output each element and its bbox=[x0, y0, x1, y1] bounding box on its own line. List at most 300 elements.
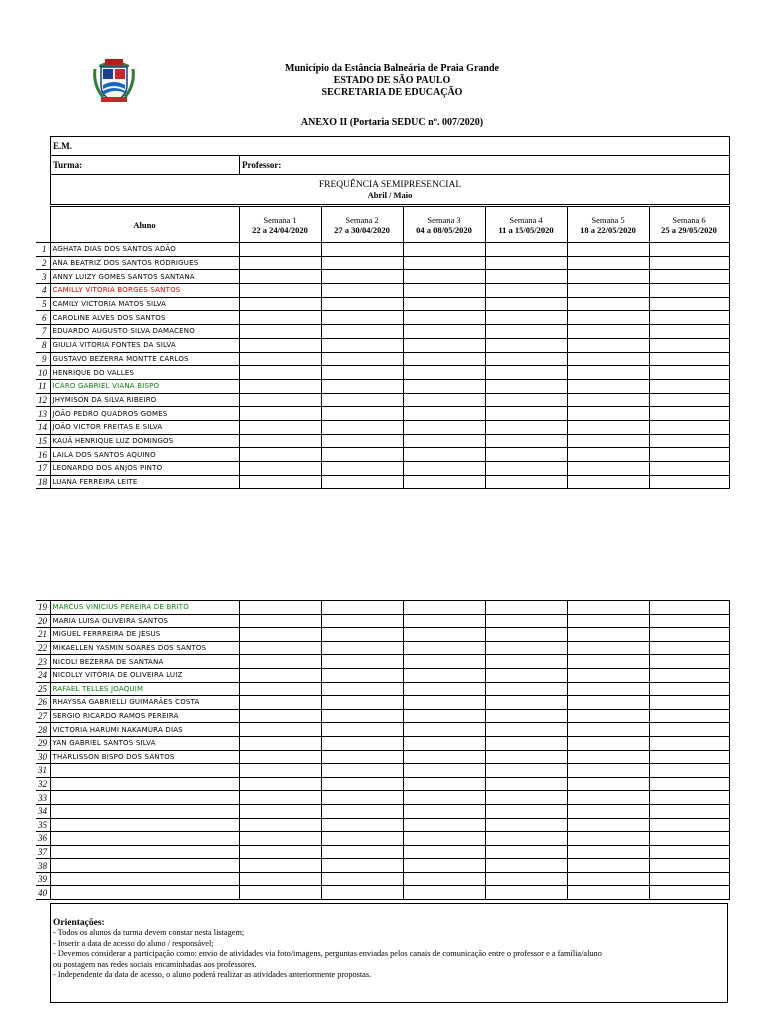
attendance-cell-week-2[interactable] bbox=[321, 709, 403, 723]
attendance-cell-week-6[interactable] bbox=[649, 791, 729, 805]
attendance-cell-week-2[interactable] bbox=[321, 407, 403, 421]
attendance-cell-week-5[interactable] bbox=[567, 448, 649, 462]
attendance-cell-week-5[interactable] bbox=[567, 696, 649, 710]
attendance-cell-week-3[interactable] bbox=[403, 393, 485, 407]
attendance-cell-week-2[interactable] bbox=[321, 791, 403, 805]
attendance-cell-week-3[interactable] bbox=[403, 338, 485, 352]
attendance-cell-week-4[interactable] bbox=[485, 641, 567, 655]
attendance-cell-week-4[interactable] bbox=[485, 366, 567, 380]
attendance-cell-week-1[interactable] bbox=[239, 379, 321, 393]
attendance-cell-week-3[interactable] bbox=[403, 297, 485, 311]
attendance-cell-week-6[interactable] bbox=[649, 614, 729, 628]
attendance-cell-week-3[interactable] bbox=[403, 284, 485, 298]
attendance-cell-week-3[interactable] bbox=[403, 886, 485, 900]
attendance-cell-week-3[interactable] bbox=[403, 379, 485, 393]
attendance-cell-week-4[interactable] bbox=[485, 832, 567, 846]
attendance-cell-week-4[interactable] bbox=[485, 311, 567, 325]
attendance-cell-week-6[interactable] bbox=[649, 284, 729, 298]
attendance-cell-week-6[interactable] bbox=[649, 655, 729, 669]
attendance-cell-week-1[interactable] bbox=[239, 297, 321, 311]
attendance-cell-week-3[interactable] bbox=[403, 668, 485, 682]
attendance-cell-week-5[interactable] bbox=[567, 818, 649, 832]
attendance-cell-week-5[interactable] bbox=[567, 352, 649, 366]
attendance-cell-week-2[interactable] bbox=[321, 845, 403, 859]
attendance-cell-week-4[interactable] bbox=[485, 696, 567, 710]
attendance-cell-week-2[interactable] bbox=[321, 614, 403, 628]
attendance-cell-week-3[interactable] bbox=[403, 696, 485, 710]
attendance-cell-week-5[interactable] bbox=[567, 723, 649, 737]
row-number: 11 bbox=[36, 379, 50, 393]
week-header-2 bbox=[321, 207, 403, 243]
attendance-cell-week-5[interactable] bbox=[567, 682, 649, 696]
attendance-cell-week-4[interactable] bbox=[485, 723, 567, 737]
student-row bbox=[36, 379, 729, 393]
attendance-cell-week-3[interactable] bbox=[403, 407, 485, 421]
attendance-cell-week-6[interactable] bbox=[649, 764, 729, 778]
attendance-cell-week-6[interactable] bbox=[649, 845, 729, 859]
student-name: AGHATA DIAS DOS SANTOS ADÃO bbox=[50, 243, 239, 257]
attendance-cell-week-6[interactable] bbox=[649, 818, 729, 832]
student-row bbox=[36, 434, 729, 448]
attendance-cell-week-5[interactable] bbox=[567, 284, 649, 298]
student-row bbox=[36, 475, 729, 489]
attendance-cell-week-4[interactable] bbox=[485, 407, 567, 421]
attendance-cell-week-6[interactable] bbox=[649, 750, 729, 764]
attendance-cell-week-6[interactable] bbox=[649, 393, 729, 407]
attendance-cell-week-5[interactable] bbox=[567, 655, 649, 669]
attendance-cell-week-2[interactable] bbox=[321, 736, 403, 750]
attendance-cell-week-4[interactable] bbox=[485, 601, 567, 615]
attendance-cell-week-4[interactable] bbox=[485, 420, 567, 434]
attendance-cell-week-2[interactable] bbox=[321, 696, 403, 710]
attendance-cell-week-1[interactable] bbox=[239, 284, 321, 298]
attendance-cell-week-3[interactable] bbox=[403, 832, 485, 846]
attendance-cell-week-1[interactable] bbox=[239, 628, 321, 642]
attendance-cell-week-5[interactable] bbox=[567, 614, 649, 628]
attendance-cell-week-1[interactable] bbox=[239, 818, 321, 832]
attendance-cell-week-4[interactable] bbox=[485, 709, 567, 723]
student-row bbox=[36, 407, 729, 421]
attendance-cell-week-1[interactable] bbox=[239, 614, 321, 628]
week-range: 11 a 15/05/2020 bbox=[498, 224, 554, 235]
municipal-crest-logo bbox=[93, 55, 135, 105]
attendance-cell-week-3[interactable] bbox=[403, 270, 485, 284]
attendance-cell-week-6[interactable] bbox=[649, 628, 729, 642]
student-name bbox=[50, 777, 239, 791]
row-number: 40 bbox=[36, 886, 50, 900]
attendance-cell-week-1[interactable] bbox=[239, 804, 321, 818]
attendance-cell-week-1[interactable] bbox=[239, 462, 321, 476]
attendance-cell-week-5[interactable] bbox=[567, 777, 649, 791]
orientacoes-line: ou postagem nas redes sociais encaminhadas aos professores. bbox=[53, 959, 257, 969]
frequency-period: Abril / Maio bbox=[367, 189, 413, 200]
student-row bbox=[36, 614, 729, 628]
attendance-cell-week-6[interactable] bbox=[649, 641, 729, 655]
orientacoes-line: - Inserir a data de acesso do aluno / responsável; bbox=[53, 938, 214, 948]
attendance-cell-week-3[interactable] bbox=[403, 859, 485, 873]
attendance-cell-week-4[interactable] bbox=[485, 804, 567, 818]
attendance-cell-week-2[interactable] bbox=[321, 325, 403, 339]
attendance-cell-week-6[interactable] bbox=[649, 434, 729, 448]
student-name: VICTORIA HARUMI NAKAMURA DIAS bbox=[50, 723, 239, 737]
attendance-cell-week-3[interactable] bbox=[403, 325, 485, 339]
attendance-cell-week-2[interactable] bbox=[321, 352, 403, 366]
attendance-cell-week-3[interactable] bbox=[403, 352, 485, 366]
attendance-cell-week-4[interactable] bbox=[485, 325, 567, 339]
attendance-cell-week-2[interactable] bbox=[321, 723, 403, 737]
attendance-cell-week-1[interactable] bbox=[239, 750, 321, 764]
attendance-cell-week-6[interactable] bbox=[649, 709, 729, 723]
student-name: THÁRLISSON BISPO DOS SANTOS bbox=[50, 750, 239, 764]
row-number: 4 bbox=[36, 284, 50, 298]
attendance-cell-week-2[interactable] bbox=[321, 311, 403, 325]
attendance-cell-week-4[interactable] bbox=[485, 352, 567, 366]
attendance-cell-week-1[interactable] bbox=[239, 393, 321, 407]
attendance-cell-week-2[interactable] bbox=[321, 475, 403, 489]
attendance-cell-week-1[interactable] bbox=[239, 832, 321, 846]
attendance-cell-week-5[interactable] bbox=[567, 859, 649, 873]
attendance-cell-week-1[interactable] bbox=[239, 886, 321, 900]
attendance-cell-week-6[interactable] bbox=[649, 407, 729, 421]
attendance-cell-week-6[interactable] bbox=[649, 736, 729, 750]
attendance-cell-week-1[interactable] bbox=[239, 682, 321, 696]
attendance-cell-week-5[interactable] bbox=[567, 872, 649, 886]
attendance-cell-week-5[interactable] bbox=[567, 601, 649, 615]
attendance-cell-week-3[interactable] bbox=[403, 311, 485, 325]
attendance-cell-week-4[interactable] bbox=[485, 475, 567, 489]
attendance-cell-week-2[interactable] bbox=[321, 872, 403, 886]
attendance-cell-week-1[interactable] bbox=[239, 270, 321, 284]
attendance-cell-week-3[interactable] bbox=[403, 614, 485, 628]
attendance-cell-week-1[interactable] bbox=[239, 872, 321, 886]
student-name bbox=[50, 791, 239, 805]
student-row bbox=[36, 682, 729, 696]
student-row bbox=[36, 352, 729, 366]
attendance-cell-week-3[interactable] bbox=[403, 366, 485, 380]
attendance-cell-week-5[interactable] bbox=[567, 393, 649, 407]
attendance-cell-week-3[interactable] bbox=[403, 256, 485, 270]
attendance-cell-week-4[interactable] bbox=[485, 845, 567, 859]
attendance-cell-week-2[interactable] bbox=[321, 764, 403, 778]
attendance-cell-week-3[interactable] bbox=[403, 845, 485, 859]
attendance-cell-week-4[interactable] bbox=[485, 338, 567, 352]
attendance-cell-week-1[interactable] bbox=[239, 475, 321, 489]
attendance-cell-week-4[interactable] bbox=[485, 379, 567, 393]
attendance-cell-week-3[interactable] bbox=[403, 804, 485, 818]
municipality-title: Município da Estância Balneária de Praia Grande bbox=[285, 63, 499, 74]
attendance-cell-week-3[interactable] bbox=[403, 475, 485, 489]
attendance-cell-week-5[interactable] bbox=[567, 270, 649, 284]
student-name: MARCUS VINICIUS PEREIRA DE BRITO bbox=[50, 601, 239, 615]
attendance-cell-week-3[interactable] bbox=[403, 641, 485, 655]
attendance-cell-week-3[interactable] bbox=[403, 791, 485, 805]
attendance-cell-week-2[interactable] bbox=[321, 420, 403, 434]
attendance-cell-week-4[interactable] bbox=[485, 243, 567, 257]
attendance-cell-week-5[interactable] bbox=[567, 338, 649, 352]
attendance-cell-week-5[interactable] bbox=[567, 764, 649, 778]
attendance-cell-week-6[interactable] bbox=[649, 859, 729, 873]
attendance-cell-week-5[interactable] bbox=[567, 628, 649, 642]
attendance-cell-week-5[interactable] bbox=[567, 750, 649, 764]
attendance-cell-week-2[interactable] bbox=[321, 462, 403, 476]
attendance-cell-week-1[interactable] bbox=[239, 311, 321, 325]
attendance-cell-week-3[interactable] bbox=[403, 448, 485, 462]
student-name: RHAYSSA GABRIELLI GUIMARÃES COSTA bbox=[50, 696, 239, 710]
attendance-cell-week-5[interactable] bbox=[567, 407, 649, 421]
attendance-cell-week-4[interactable] bbox=[485, 872, 567, 886]
attendance-cell-week-4[interactable] bbox=[485, 682, 567, 696]
attendance-cell-week-5[interactable] bbox=[567, 804, 649, 818]
attendance-cell-week-4[interactable] bbox=[485, 448, 567, 462]
row-number: 31 bbox=[36, 764, 50, 778]
attendance-cell-week-4[interactable] bbox=[485, 750, 567, 764]
attendance-cell-week-2[interactable] bbox=[321, 832, 403, 846]
attendance-cell-week-2[interactable] bbox=[321, 886, 403, 900]
attendance-cell-week-2[interactable] bbox=[321, 750, 403, 764]
row-number: 2 bbox=[36, 256, 50, 270]
attendance-cell-week-4[interactable] bbox=[485, 270, 567, 284]
attendance-cell-week-4[interactable] bbox=[485, 297, 567, 311]
attendance-cell-week-2[interactable] bbox=[321, 655, 403, 669]
attendance-cell-week-3[interactable] bbox=[403, 601, 485, 615]
attendance-cell-week-4[interactable] bbox=[485, 393, 567, 407]
row-number: 28 bbox=[36, 723, 50, 737]
student-name: MARIA LUISA OLIVEIRA SANTOS bbox=[50, 614, 239, 628]
attendance-cell-week-3[interactable] bbox=[403, 243, 485, 257]
attendance-cell-week-1[interactable] bbox=[239, 420, 321, 434]
attendance-cell-week-2[interactable] bbox=[321, 434, 403, 448]
attendance-cell-week-1[interactable] bbox=[239, 777, 321, 791]
attendance-cell-week-4[interactable] bbox=[485, 614, 567, 628]
student-row bbox=[36, 366, 729, 380]
attendance-cell-week-5[interactable] bbox=[567, 311, 649, 325]
row-number: 3 bbox=[36, 270, 50, 284]
attendance-cell-week-2[interactable] bbox=[321, 270, 403, 284]
attendance-cell-week-6[interactable] bbox=[649, 832, 729, 846]
attendance-cell-week-2[interactable] bbox=[321, 641, 403, 655]
anexo-title: ANEXO II (Portaria SEDUC nº. 007/2020) bbox=[300, 117, 484, 128]
attendance-cell-week-2[interactable] bbox=[321, 804, 403, 818]
attendance-cell-week-4[interactable] bbox=[485, 818, 567, 832]
week-name: Semana 5 bbox=[591, 214, 625, 225]
attendance-cell-week-6[interactable] bbox=[649, 872, 729, 886]
attendance-cell-week-2[interactable] bbox=[321, 601, 403, 615]
attendance-cell-week-6[interactable] bbox=[649, 777, 729, 791]
attendance-cell-week-1[interactable] bbox=[239, 407, 321, 421]
attendance-cell-week-1[interactable] bbox=[239, 668, 321, 682]
student-name: CAROLINE ALVES DOS SANTOS bbox=[50, 311, 239, 325]
attendance-cell-week-4[interactable] bbox=[485, 764, 567, 778]
attendance-cell-week-1[interactable] bbox=[239, 641, 321, 655]
attendance-cell-week-5[interactable] bbox=[567, 886, 649, 900]
attendance-cell-week-1[interactable] bbox=[239, 764, 321, 778]
attendance-cell-week-5[interactable] bbox=[567, 845, 649, 859]
attendance-cell-week-6[interactable] bbox=[649, 804, 729, 818]
attendance-cell-week-5[interactable] bbox=[567, 791, 649, 805]
attendance-cell-week-1[interactable] bbox=[239, 366, 321, 380]
attendance-cell-week-1[interactable] bbox=[239, 655, 321, 669]
attendance-cell-week-3[interactable] bbox=[403, 655, 485, 669]
attendance-cell-week-4[interactable] bbox=[485, 434, 567, 448]
attendance-cell-week-4[interactable] bbox=[485, 668, 567, 682]
frequency-title-cell bbox=[51, 175, 730, 205]
attendance-cell-week-1[interactable] bbox=[239, 723, 321, 737]
attendance-cell-week-3[interactable] bbox=[403, 764, 485, 778]
attendance-cell-week-6[interactable] bbox=[649, 325, 729, 339]
attendance-cell-week-6[interactable] bbox=[649, 668, 729, 682]
week-name: Semana 4 bbox=[509, 214, 543, 225]
attendance-cell-week-4[interactable] bbox=[485, 777, 567, 791]
attendance-cell-week-2[interactable] bbox=[321, 256, 403, 270]
attendance-cell-week-3[interactable] bbox=[403, 818, 485, 832]
attendance-cell-week-1[interactable] bbox=[239, 845, 321, 859]
attendance-cell-week-1[interactable] bbox=[239, 791, 321, 805]
row-number: 37 bbox=[36, 845, 50, 859]
student-row bbox=[36, 723, 729, 737]
student-row bbox=[36, 420, 729, 434]
attendance-cell-week-6[interactable] bbox=[649, 448, 729, 462]
attendance-cell-week-5[interactable] bbox=[567, 475, 649, 489]
attendance-cell-week-5[interactable] bbox=[567, 709, 649, 723]
student-name: ÍCARO GABRIEL VIANA BISPO bbox=[50, 379, 239, 393]
attendance-cell-week-3[interactable] bbox=[403, 682, 485, 696]
attendance-cell-week-1[interactable] bbox=[239, 338, 321, 352]
attendance-cell-week-6[interactable] bbox=[649, 886, 729, 900]
attendance-cell-week-5[interactable] bbox=[567, 462, 649, 476]
attendance-cell-week-1[interactable] bbox=[239, 601, 321, 615]
student-row bbox=[36, 601, 729, 615]
attendance-cell-week-6[interactable] bbox=[649, 462, 729, 476]
attendance-cell-week-6[interactable] bbox=[649, 682, 729, 696]
turma-field[interactable] bbox=[51, 156, 240, 175]
attendance-cell-week-1[interactable] bbox=[239, 325, 321, 339]
attendance-cell-week-5[interactable] bbox=[567, 832, 649, 846]
attendance-cell-week-4[interactable] bbox=[485, 284, 567, 298]
attendance-cell-week-5[interactable] bbox=[567, 736, 649, 750]
student-name: SERGIO RICARDO RAMOS PEREIRA bbox=[50, 709, 239, 723]
attendance-cell-week-6[interactable] bbox=[649, 420, 729, 434]
attendance-cell-week-1[interactable] bbox=[239, 256, 321, 270]
attendance-cell-week-6[interactable] bbox=[649, 311, 729, 325]
attendance-cell-week-5[interactable] bbox=[567, 243, 649, 257]
attendance-cell-week-2[interactable] bbox=[321, 284, 403, 298]
row-number: 27 bbox=[36, 709, 50, 723]
attendance-cell-week-2[interactable] bbox=[321, 628, 403, 642]
attendance-cell-week-4[interactable] bbox=[485, 791, 567, 805]
attendance-cell-week-2[interactable] bbox=[321, 366, 403, 380]
student-row bbox=[36, 791, 729, 805]
attendance-cell-week-3[interactable] bbox=[403, 736, 485, 750]
attendance-cell-week-3[interactable] bbox=[403, 777, 485, 791]
attendance-cell-week-4[interactable] bbox=[485, 628, 567, 642]
attendance-cell-week-2[interactable] bbox=[321, 243, 403, 257]
student-row bbox=[36, 777, 729, 791]
attendance-cell-week-2[interactable] bbox=[321, 338, 403, 352]
attendance-cell-week-2[interactable] bbox=[321, 818, 403, 832]
row-number: 13 bbox=[36, 407, 50, 421]
attendance-cell-week-6[interactable] bbox=[649, 601, 729, 615]
attendance-cell-week-5[interactable] bbox=[567, 297, 649, 311]
attendance-cell-week-2[interactable] bbox=[321, 393, 403, 407]
attendance-cell-week-2[interactable] bbox=[321, 448, 403, 462]
attendance-cell-week-5[interactable] bbox=[567, 641, 649, 655]
attendance-cell-week-4[interactable] bbox=[485, 655, 567, 669]
attendance-cell-week-1[interactable] bbox=[239, 434, 321, 448]
attendance-cell-week-5[interactable] bbox=[567, 420, 649, 434]
attendance-cell-week-6[interactable] bbox=[649, 696, 729, 710]
week-header-4 bbox=[485, 207, 567, 243]
attendance-cell-week-2[interactable] bbox=[321, 682, 403, 696]
attendance-cell-week-6[interactable] bbox=[649, 256, 729, 270]
row-number: 39 bbox=[36, 872, 50, 886]
attendance-cell-week-3[interactable] bbox=[403, 723, 485, 737]
attendance-cell-week-3[interactable] bbox=[403, 709, 485, 723]
attendance-cell-week-1[interactable] bbox=[239, 859, 321, 873]
attendance-cell-week-4[interactable] bbox=[485, 462, 567, 476]
attendance-cell-week-3[interactable] bbox=[403, 462, 485, 476]
attendance-cell-week-3[interactable] bbox=[403, 628, 485, 642]
student-row bbox=[36, 243, 729, 257]
em-field[interactable] bbox=[51, 137, 730, 156]
professor-field[interactable] bbox=[240, 156, 730, 175]
attendance-cell-week-5[interactable] bbox=[567, 256, 649, 270]
attendance-cell-week-4[interactable] bbox=[485, 256, 567, 270]
student-row bbox=[36, 338, 729, 352]
attendance-cell-week-5[interactable] bbox=[567, 366, 649, 380]
row-number: 16 bbox=[36, 448, 50, 462]
attendance-cell-week-5[interactable] bbox=[567, 325, 649, 339]
attendance-cell-week-4[interactable] bbox=[485, 886, 567, 900]
attendance-cell-week-2[interactable] bbox=[321, 379, 403, 393]
attendance-cell-week-3[interactable] bbox=[403, 872, 485, 886]
attendance-cell-week-1[interactable] bbox=[239, 243, 321, 257]
week-header-row bbox=[36, 207, 729, 243]
attendance-cell-week-3[interactable] bbox=[403, 420, 485, 434]
attendance-cell-week-6[interactable] bbox=[649, 475, 729, 489]
attendance-cell-week-6[interactable] bbox=[649, 379, 729, 393]
attendance-cell-week-6[interactable] bbox=[649, 297, 729, 311]
student-name bbox=[50, 886, 239, 900]
attendance-cell-week-1[interactable] bbox=[239, 736, 321, 750]
attendance-cell-week-6[interactable] bbox=[649, 243, 729, 257]
student-name: NICOLLY VITÓRIA DE OLIVEIRA LUIZ bbox=[50, 668, 239, 682]
attendance-cell-week-1[interactable] bbox=[239, 448, 321, 462]
attendance-cell-week-6[interactable] bbox=[649, 366, 729, 380]
attendance-cell-week-6[interactable] bbox=[649, 270, 729, 284]
attendance-cell-week-5[interactable] bbox=[567, 379, 649, 393]
attendance-cell-week-3[interactable] bbox=[403, 750, 485, 764]
row-number: 14 bbox=[36, 420, 50, 434]
attendance-cell-week-2[interactable] bbox=[321, 859, 403, 873]
attendance-cell-week-5[interactable] bbox=[567, 668, 649, 682]
attendance-cell-week-1[interactable] bbox=[239, 696, 321, 710]
attendance-cell-week-4[interactable] bbox=[485, 859, 567, 873]
state-title: ESTADO DE SÃO PAULO bbox=[333, 75, 451, 86]
attendance-cell-week-1[interactable] bbox=[239, 352, 321, 366]
attendance-cell-week-2[interactable] bbox=[321, 777, 403, 791]
attendance-cell-week-6[interactable] bbox=[649, 723, 729, 737]
student-name: EDUARDO AUGUSTO SILVA DAMACENO bbox=[50, 325, 239, 339]
attendance-cell-week-1[interactable] bbox=[239, 709, 321, 723]
attendance-cell-week-3[interactable] bbox=[403, 434, 485, 448]
attendance-cell-week-5[interactable] bbox=[567, 434, 649, 448]
attendance-cell-week-6[interactable] bbox=[649, 338, 729, 352]
attendance-cell-week-2[interactable] bbox=[321, 668, 403, 682]
attendance-cell-week-2[interactable] bbox=[321, 297, 403, 311]
attendance-cell-week-6[interactable] bbox=[649, 352, 729, 366]
student-name bbox=[50, 872, 239, 886]
attendance-cell-week-4[interactable] bbox=[485, 736, 567, 750]
